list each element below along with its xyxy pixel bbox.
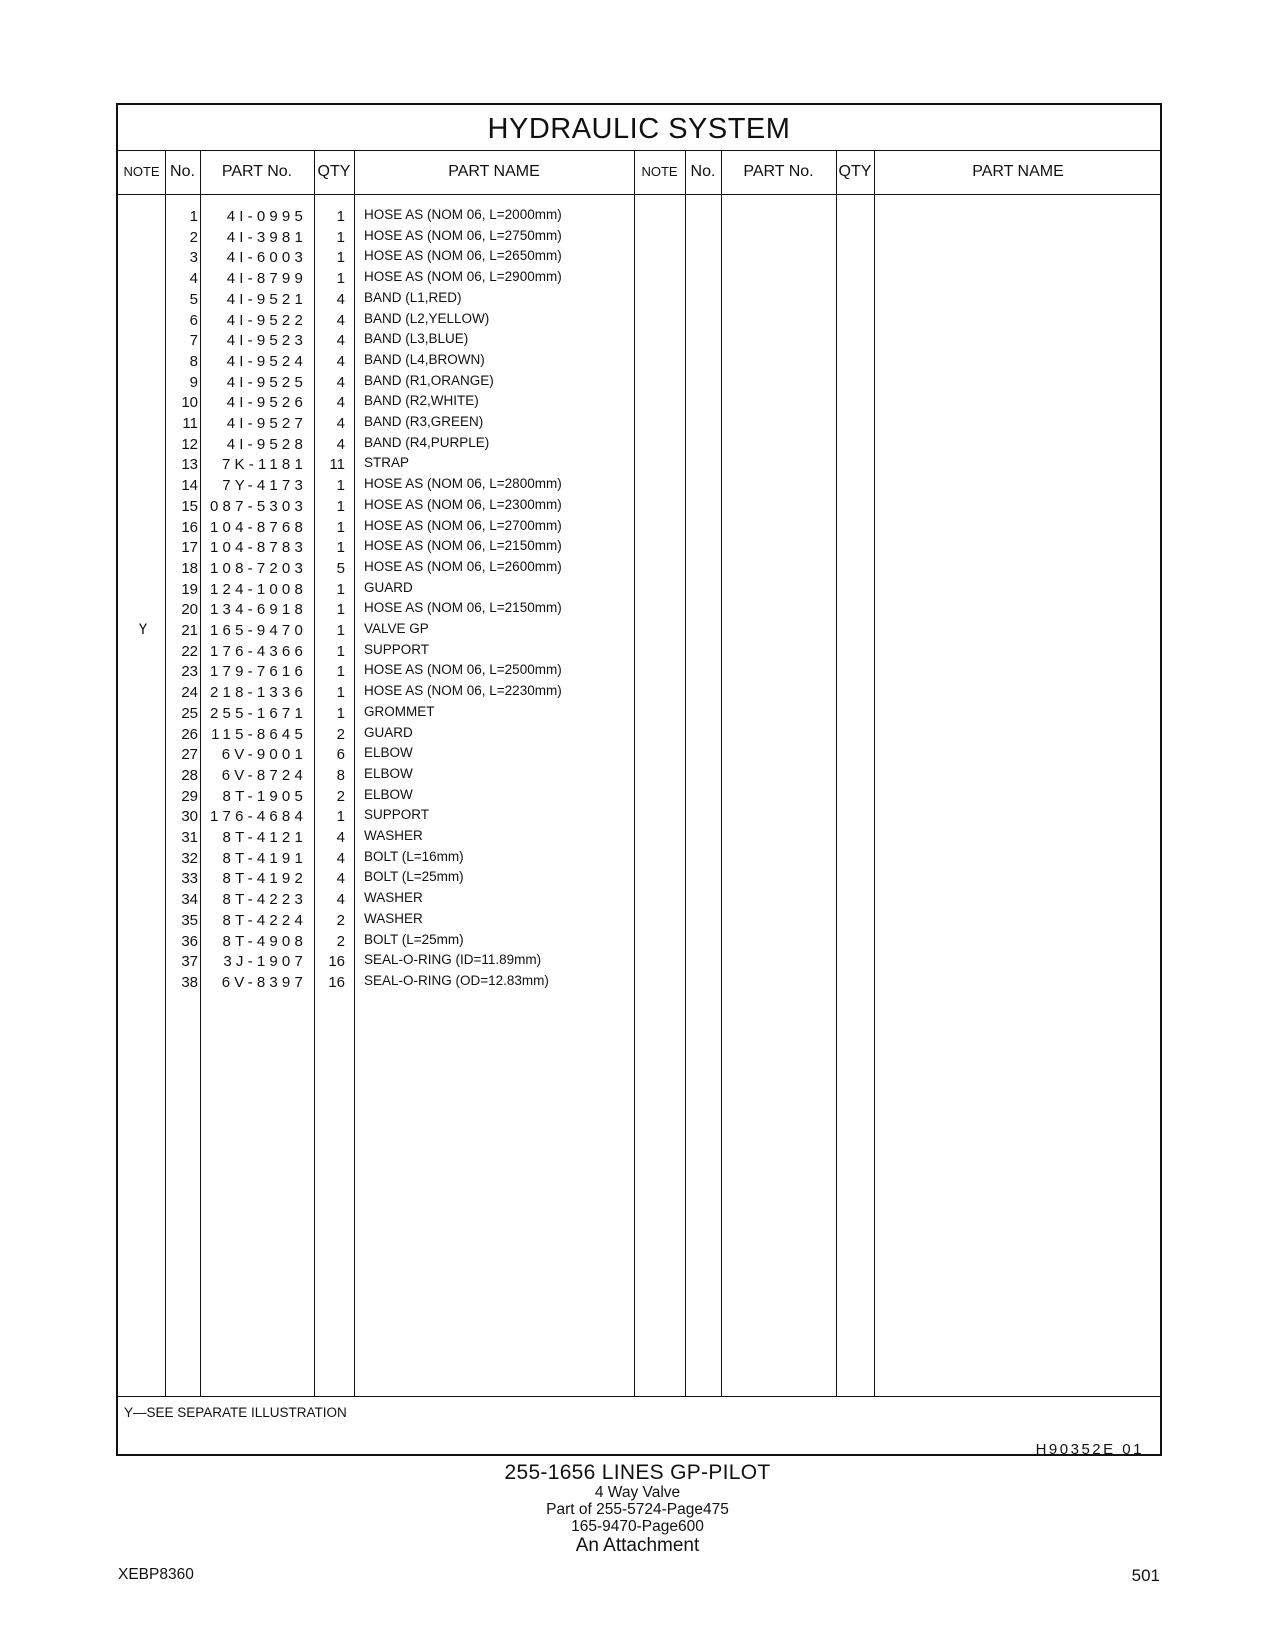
row-part-number: 6V-9001 bbox=[221, 746, 307, 764]
row-part-number: 134-6918 bbox=[210, 601, 307, 619]
row-number: 38 bbox=[181, 973, 198, 991]
row-number: 11 bbox=[182, 415, 198, 432]
row-part-number: 7K-1181 bbox=[222, 456, 307, 474]
row-part-number: 176-4366 bbox=[210, 642, 307, 660]
row-part-name: SEAL-O-RING (OD=12.83mm) bbox=[364, 972, 549, 988]
row-quantity: 1 bbox=[336, 477, 345, 495]
row-quantity: 1 bbox=[336, 684, 345, 702]
group-reference: 165-9470-Page600 bbox=[571, 1518, 704, 1535]
row-part-name: BAND (L1,RED) bbox=[364, 289, 462, 305]
row-part-name: VALVE GP bbox=[364, 621, 429, 636]
row-quantity: 1 bbox=[336, 270, 345, 288]
page-number: 501 bbox=[1131, 1566, 1160, 1585]
row-part-number: 104-8768 bbox=[210, 518, 307, 536]
table-row bbox=[118, 743, 1160, 765]
row-part-name: HOSE AS (NOM 06, L=2150mm) bbox=[364, 600, 562, 616]
row-part-number: 3J-1907 bbox=[223, 953, 307, 971]
row-quantity: 1 bbox=[336, 642, 345, 660]
row-number: 25 bbox=[181, 704, 198, 722]
row-quantity: 5 bbox=[336, 559, 345, 577]
row-number: 34 bbox=[181, 891, 198, 909]
table-row bbox=[118, 847, 1160, 869]
row-number: 1 bbox=[189, 208, 198, 225]
table-row bbox=[118, 391, 1160, 413]
row-number: 22 bbox=[181, 642, 198, 660]
table-row bbox=[118, 433, 1160, 455]
row-part-name: ELBOW bbox=[364, 765, 413, 781]
row-part-name: BAND (R2,WHITE) bbox=[364, 393, 479, 409]
row-part-number: 4I-9521 bbox=[226, 290, 307, 308]
row-part-number: 6V-8724 bbox=[221, 766, 307, 784]
row-part-name: SUPPORT bbox=[364, 641, 430, 657]
row-part-name: BOLT (L=25mm) bbox=[364, 931, 464, 947]
parts-table-frame bbox=[116, 103, 1162, 1456]
table-row bbox=[118, 826, 1160, 848]
row-part-name: WASHER bbox=[364, 828, 423, 843]
row-quantity: 16 bbox=[328, 973, 345, 991]
row-quantity: 1 bbox=[336, 518, 345, 536]
row-part-number: 115-8645 bbox=[211, 725, 307, 743]
row-quantity: 1 bbox=[336, 249, 345, 267]
header-no-left: No. bbox=[170, 163, 195, 180]
row-quantity: 4 bbox=[336, 290, 345, 308]
row-part-number: 4I-8799 bbox=[226, 270, 307, 288]
table-row bbox=[118, 681, 1160, 703]
table-row bbox=[118, 930, 1160, 952]
row-part-number: 104-8783 bbox=[210, 539, 307, 557]
row-quantity: 1 bbox=[336, 228, 345, 246]
row-part-name: WASHER bbox=[364, 910, 423, 926]
table-row bbox=[118, 660, 1160, 682]
row-quantity: 1 bbox=[336, 808, 345, 826]
row-part-name: HOSE AS (NOM 06, L=2700mm) bbox=[364, 517, 562, 533]
table-row bbox=[118, 205, 1160, 227]
table-row bbox=[118, 764, 1160, 786]
header-part-name-left: PART NAME bbox=[448, 163, 540, 180]
row-quantity: 16 bbox=[328, 953, 345, 971]
row-quantity: 4 bbox=[336, 891, 345, 909]
row-part-number: 4I-9526 bbox=[226, 394, 307, 412]
table-row bbox=[118, 598, 1160, 620]
row-quantity: 1 bbox=[336, 663, 345, 681]
table-row bbox=[118, 971, 1160, 993]
row-part-name: HOSE AS (NOM 06, L=2750mm) bbox=[364, 227, 562, 243]
table-row bbox=[118, 474, 1160, 496]
document-id: XEBP8360 bbox=[118, 1566, 194, 1583]
row-quantity: 6 bbox=[336, 746, 345, 764]
row-part-name: ELBOW bbox=[364, 745, 413, 761]
row-part-number: 4I-0995 bbox=[226, 208, 307, 225]
row-number: 26 bbox=[181, 725, 198, 743]
row-part-name: BAND (R1,ORANGE) bbox=[364, 372, 494, 388]
row-quantity: 1 bbox=[336, 497, 345, 515]
row-number: 24 bbox=[181, 684, 198, 702]
row-quantity: 1 bbox=[336, 539, 345, 557]
row-number: 37 bbox=[181, 953, 198, 971]
group-title: 255-1656 LINES GP-PILOT bbox=[504, 1461, 771, 1484]
row-part-number: 7Y-4173 bbox=[222, 477, 307, 495]
footnote-text: Y—SEE SEPARATE ILLUSTRATION bbox=[124, 1405, 347, 1420]
row-number: 13 bbox=[181, 456, 198, 474]
row-quantity: 1 bbox=[336, 601, 345, 619]
row-part-name: BAND (L3,BLUE) bbox=[364, 331, 469, 347]
row-quantity: 4 bbox=[336, 394, 345, 412]
row-quantity: 4 bbox=[336, 849, 345, 867]
table-header bbox=[118, 150, 1160, 195]
row-note: Y bbox=[138, 622, 148, 638]
table-row bbox=[118, 867, 1160, 889]
row-number: 17 bbox=[181, 539, 198, 557]
row-number: 6 bbox=[189, 311, 198, 329]
row-number: 35 bbox=[181, 911, 198, 929]
header-note-left: NOTE bbox=[123, 164, 160, 179]
table-row bbox=[118, 557, 1160, 579]
row-part-number: 124-1008 bbox=[210, 580, 307, 598]
row-part-name: HOSE AS (NOM 06, L=2800mm) bbox=[364, 476, 562, 492]
row-part-number: 4I-9524 bbox=[226, 352, 307, 370]
section-title: HYDRAULIC SYSTEM bbox=[118, 105, 1160, 151]
row-part-number: 4I-9528 bbox=[226, 435, 307, 453]
table-row bbox=[118, 516, 1160, 538]
row-number: 18 bbox=[181, 559, 198, 577]
row-quantity: 1 bbox=[336, 622, 345, 639]
row-part-name: SEAL-O-RING (ID=11.89mm) bbox=[364, 952, 542, 968]
table-row bbox=[118, 495, 1160, 517]
table-row bbox=[118, 329, 1160, 351]
row-part-number: 8T-4121 bbox=[222, 829, 307, 846]
table-row bbox=[118, 246, 1160, 268]
row-quantity: 8 bbox=[336, 766, 345, 784]
row-number: 8 bbox=[189, 352, 198, 370]
header-part-no-right: PART No. bbox=[743, 163, 814, 180]
row-number: 32 bbox=[181, 849, 198, 867]
row-part-name: ELBOW bbox=[364, 786, 413, 802]
row-part-name: HOSE AS (NOM 06, L=2150mm) bbox=[364, 538, 562, 554]
row-number: 30 bbox=[181, 808, 198, 826]
row-part-number: 4I-3981 bbox=[226, 228, 307, 246]
row-part-number: 6V-8397 bbox=[221, 973, 307, 991]
row-number: 10 bbox=[181, 394, 198, 412]
header-qty-left: QTY bbox=[317, 163, 351, 180]
row-part-number: 179-7616 bbox=[210, 663, 307, 681]
table-row bbox=[118, 702, 1160, 724]
table-row bbox=[118, 578, 1160, 600]
row-part-name: BAND (R3,GREEN) bbox=[364, 414, 484, 429]
row-part-name: HOSE AS (NOM 06, L=2300mm) bbox=[364, 496, 562, 512]
row-part-name: HOSE AS (NOM 06, L=2650mm) bbox=[364, 248, 562, 264]
table-row bbox=[118, 888, 1160, 910]
footnote-area bbox=[118, 1396, 1160, 1457]
table-row bbox=[118, 267, 1160, 289]
row-part-number: 176-4684 bbox=[210, 808, 307, 826]
row-part-number: 255-1671 bbox=[210, 704, 307, 722]
header-qty-right: QTY bbox=[838, 163, 872, 180]
row-part-name: BOLT (L=16mm) bbox=[364, 848, 464, 864]
row-part-name: HOSE AS (NOM 06, L=2600mm) bbox=[364, 558, 562, 574]
group-category: An Attachment bbox=[575, 1535, 700, 1556]
header-part-name-right: PART NAME bbox=[972, 163, 1064, 180]
row-part-number: 4I-9527 bbox=[226, 415, 307, 432]
row-part-name: WASHER bbox=[364, 890, 423, 906]
row-part-name: SUPPORT bbox=[364, 807, 430, 823]
table-row bbox=[118, 226, 1160, 248]
table-row bbox=[118, 371, 1160, 393]
row-part-number: 8T-4223 bbox=[222, 891, 307, 909]
row-part-name: BAND (R4,PURPLE) bbox=[364, 434, 490, 450]
table-row bbox=[118, 536, 1160, 558]
parts-list bbox=[118, 194, 1160, 1396]
row-part-number: 087-5303 bbox=[210, 497, 307, 515]
row-number: 27 bbox=[181, 746, 198, 764]
row-number: 12 bbox=[181, 435, 198, 453]
row-part-number: 4I-6003 bbox=[226, 249, 307, 267]
row-quantity: 4 bbox=[336, 415, 345, 432]
row-part-name: HOSE AS (NOM 06, L=2500mm) bbox=[364, 662, 562, 678]
row-part-name: HOSE AS (NOM 06, L=2000mm) bbox=[364, 207, 562, 222]
table-row bbox=[118, 785, 1160, 807]
row-part-name: HOSE AS (NOM 06, L=2230mm) bbox=[364, 683, 562, 699]
row-quantity: 4 bbox=[336, 435, 345, 453]
illustration-code: H90352E 01 bbox=[1035, 1441, 1144, 1458]
row-part-name: BAND (L2,YELLOW) bbox=[364, 310, 490, 326]
table-row bbox=[118, 950, 1160, 972]
row-part-number: 8T-1905 bbox=[222, 787, 307, 805]
table-row bbox=[118, 909, 1160, 931]
table-row bbox=[118, 805, 1160, 827]
row-part-number: 8T-4224 bbox=[222, 911, 307, 929]
row-quantity: 4 bbox=[336, 373, 345, 391]
row-number: 31 bbox=[181, 829, 198, 846]
row-number: 2 bbox=[189, 228, 198, 246]
row-number: 16 bbox=[181, 518, 198, 536]
row-quantity: 4 bbox=[336, 332, 345, 350]
row-quantity: 1 bbox=[336, 208, 345, 225]
row-part-number: 218-1336 bbox=[210, 684, 307, 702]
header-no-right: No. bbox=[690, 163, 716, 180]
row-part-name: BOLT (L=25mm) bbox=[364, 869, 464, 885]
row-part-number: 8T-4191 bbox=[222, 849, 307, 867]
row-quantity: 4 bbox=[336, 311, 345, 329]
row-number: 29 bbox=[181, 787, 198, 805]
row-part-name: BAND (L4,BROWN) bbox=[364, 351, 485, 367]
row-part-number: 165-9470 bbox=[210, 622, 307, 639]
row-number: 28 bbox=[181, 766, 198, 784]
row-part-name: STRAP bbox=[364, 455, 410, 471]
table-row bbox=[118, 619, 1160, 641]
row-number: 15 bbox=[181, 497, 198, 515]
row-quantity: 2 bbox=[336, 911, 345, 929]
row-quantity: 11 bbox=[329, 456, 345, 474]
row-number: 7 bbox=[189, 332, 198, 350]
row-part-number: 4I-9522 bbox=[226, 311, 307, 329]
row-number: 14 bbox=[181, 477, 198, 495]
row-part-number: 108-7203 bbox=[210, 559, 307, 577]
row-number: 21 bbox=[181, 622, 198, 639]
row-number: 4 bbox=[189, 270, 198, 288]
header-part-no-left: PART No. bbox=[221, 163, 293, 180]
row-part-name: GUARD bbox=[364, 579, 413, 595]
row-number: 36 bbox=[181, 932, 198, 950]
row-quantity: 4 bbox=[336, 870, 345, 888]
row-number: 5 bbox=[189, 290, 198, 308]
table-row bbox=[118, 309, 1160, 331]
row-part-number: 4I-9523 bbox=[226, 332, 307, 350]
group-subtitle: 4 Way Valve bbox=[594, 1484, 681, 1501]
row-quantity: 2 bbox=[336, 932, 345, 950]
row-number: 19 bbox=[181, 580, 198, 598]
row-part-number: 8T-4192 bbox=[222, 870, 307, 888]
row-part-name: HOSE AS (NOM 06, L=2900mm) bbox=[364, 269, 562, 285]
table-row bbox=[118, 350, 1160, 372]
row-quantity: 2 bbox=[336, 725, 345, 743]
row-number: 20 bbox=[181, 601, 198, 619]
table-row bbox=[118, 640, 1160, 662]
row-number: 23 bbox=[181, 663, 198, 681]
row-quantity: 1 bbox=[336, 580, 345, 598]
row-quantity: 4 bbox=[336, 352, 345, 370]
row-number: 9 bbox=[189, 373, 198, 391]
header-note-right: NOTE bbox=[641, 164, 678, 179]
group-reference: Part of 255-5724-Page475 bbox=[546, 1501, 729, 1518]
row-number: 3 bbox=[189, 249, 198, 267]
row-quantity: 4 bbox=[336, 829, 345, 846]
row-part-name: GUARD bbox=[364, 724, 413, 740]
row-quantity: 2 bbox=[336, 787, 345, 805]
row-part-number: 4I-9525 bbox=[226, 373, 307, 391]
table-row bbox=[118, 288, 1160, 310]
row-part-name: GROMMET bbox=[364, 703, 435, 719]
table-row bbox=[118, 453, 1160, 475]
row-number: 33 bbox=[181, 870, 198, 888]
table-row bbox=[118, 723, 1160, 745]
row-quantity: 1 bbox=[336, 704, 345, 722]
table-row bbox=[118, 412, 1160, 434]
row-part-number: 8T-4908 bbox=[222, 932, 307, 950]
